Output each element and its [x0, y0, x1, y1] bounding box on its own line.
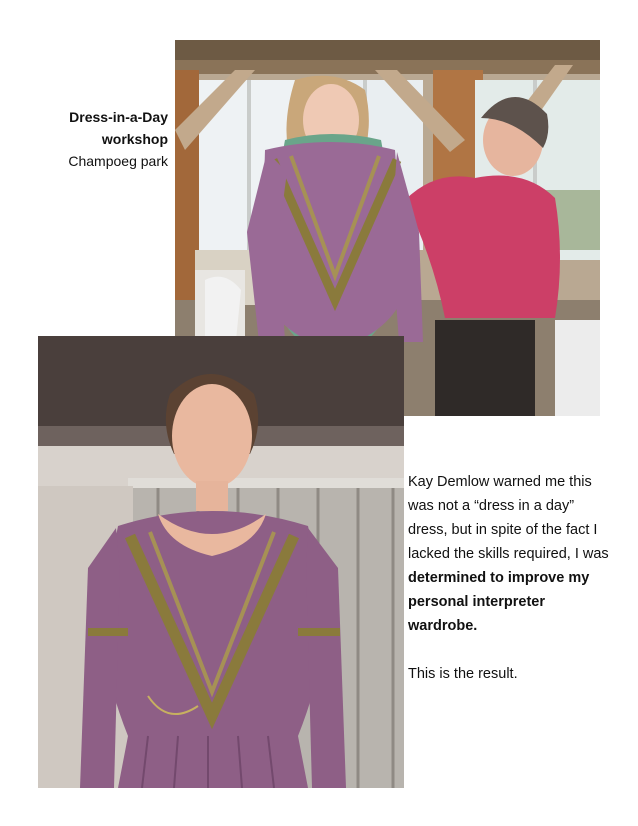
story-bold-text: determined to improve my personal interpreter wardrobe.	[408, 570, 590, 634]
story-text-block	[408, 470, 613, 686]
caption-location: Champoeg park	[68, 153, 168, 169]
story-paragraph	[408, 470, 613, 638]
story-plain-text: Kay Demlow warned me this was not a “dress in a day” dress, but in spite of the fact I lacked the skills required, I was	[408, 474, 609, 562]
caption-title: Dress-in-a-Day	[69, 109, 168, 125]
finished-dress-portrait-photo	[38, 336, 404, 788]
story-result: This is the result.	[408, 666, 518, 682]
caption-subtitle: workshop	[101, 131, 168, 147]
workshop-caption	[40, 106, 168, 172]
